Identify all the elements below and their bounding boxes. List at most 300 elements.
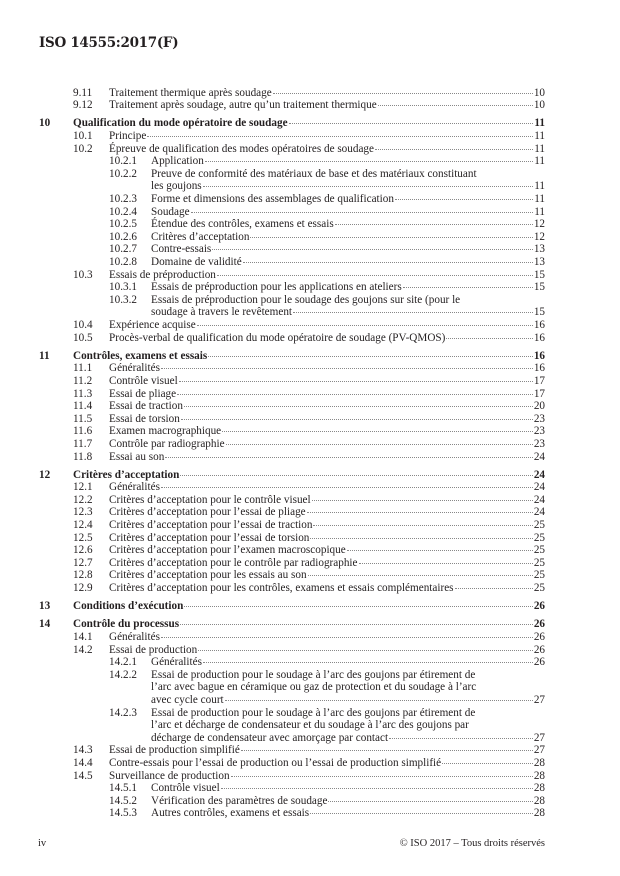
toc-entry-page: 12 bbox=[533, 218, 545, 231]
toc-entry-number: 14.5.3 bbox=[109, 807, 137, 820]
toc-entry-title: Essais de préproduction bbox=[109, 268, 216, 281]
toc-entry[interactable] bbox=[0, 143, 545, 156]
toc-entry-page: 16 bbox=[533, 349, 545, 362]
toc-entry-page: 13 bbox=[533, 256, 545, 268]
toc-entry-title: Vérification des paramètres de soudage bbox=[151, 794, 328, 807]
dot-leader bbox=[217, 275, 533, 276]
toc-entry-title: Domaine de validité bbox=[151, 256, 242, 268]
toc-entry-line bbox=[109, 438, 545, 451]
dot-leader bbox=[147, 136, 533, 137]
toc-entry-page: 11 bbox=[534, 155, 545, 168]
toc-entry-title: Contrôle du processus bbox=[73, 618, 180, 631]
toc-entry-title: Critères d’acceptation bbox=[73, 468, 180, 481]
toc-entry-number: 12.2 bbox=[73, 493, 93, 506]
toc-entry-title: avec cycle court bbox=[151, 693, 224, 706]
dot-leader bbox=[161, 368, 533, 369]
toc-entry[interactable] bbox=[0, 557, 545, 570]
toc-entry-number: 11.2 bbox=[73, 374, 93, 387]
toc-entry-page: 11 bbox=[534, 130, 545, 143]
toc-entry-line bbox=[109, 425, 545, 438]
toc-entry-page: 25 bbox=[533, 582, 545, 595]
toc-entry-title: Essai de production bbox=[109, 643, 198, 656]
toc-entry-line bbox=[151, 193, 545, 206]
toc-entry-title: Examen macrographique bbox=[109, 425, 222, 438]
toc-entry-page: 28 bbox=[533, 782, 545, 795]
toc-entry-title: Essai de pliage bbox=[109, 387, 177, 400]
toc-entry[interactable] bbox=[0, 438, 545, 451]
toc-entry-line bbox=[109, 770, 545, 783]
toc-entry[interactable] bbox=[0, 413, 545, 426]
toc-entry[interactable] bbox=[0, 532, 545, 545]
toc-entry-number: 11.6 bbox=[73, 425, 93, 438]
toc-entry-number: 11.4 bbox=[73, 400, 93, 413]
dot-leader bbox=[179, 381, 533, 382]
dot-leader bbox=[212, 249, 533, 250]
toc-entry-page: 12 bbox=[533, 230, 545, 243]
toc-entry-page: 10 bbox=[533, 99, 545, 112]
toc-entry[interactable] bbox=[0, 99, 545, 112]
toc-entry[interactable] bbox=[0, 644, 545, 657]
toc-entry-title: Généralités bbox=[151, 656, 202, 669]
toc-entry[interactable] bbox=[0, 469, 545, 482]
toc-entry-line bbox=[151, 206, 545, 219]
toc-entry-title: Généralités bbox=[109, 362, 160, 375]
toc-entry-page: 17 bbox=[533, 374, 545, 387]
dot-leader bbox=[310, 538, 532, 539]
toc-entry-page: 23 bbox=[533, 437, 545, 450]
dot-leader bbox=[197, 325, 533, 326]
dot-leader bbox=[250, 237, 532, 238]
toc-entry[interactable] bbox=[0, 168, 545, 181]
toc-entry-line bbox=[109, 87, 545, 100]
toc-entry-page: 28 bbox=[533, 807, 545, 820]
toc-entry-line bbox=[109, 757, 545, 770]
toc-entry-number: 12.6 bbox=[73, 544, 93, 557]
toc-entry-number: 13 bbox=[39, 600, 51, 613]
toc-entry-number: 10.2.4 bbox=[109, 205, 137, 218]
toc-entry[interactable] bbox=[0, 117, 545, 130]
toc-entry-title: Contrôle par radiographie bbox=[109, 437, 225, 450]
toc-entry-page: 20 bbox=[533, 400, 545, 413]
dot-leader bbox=[181, 419, 533, 420]
toc-entry-page: 16 bbox=[533, 362, 545, 375]
toc-entry-page: 24 bbox=[533, 481, 545, 494]
toc-entry-number: 12.9 bbox=[73, 582, 93, 595]
toc-entry-title: Contre-essais bbox=[151, 243, 212, 256]
toc-entry-page: 24 bbox=[533, 450, 545, 463]
toc-entry-number: 10.2.6 bbox=[109, 230, 137, 243]
toc-entry[interactable] bbox=[0, 281, 545, 294]
toc-entry-number: 10.2.3 bbox=[109, 193, 137, 206]
toc-entry-number: 14.3 bbox=[73, 744, 93, 757]
dot-leader bbox=[335, 224, 533, 225]
toc-entry-number: 10.5 bbox=[73, 331, 93, 344]
toc-entry-title: Critères d’acceptation pour l’essai de torsion bbox=[109, 531, 310, 544]
toc-entry-page: 26 bbox=[533, 631, 545, 643]
toc-entry-title: Critères d’acceptation pour les essais au son bbox=[109, 569, 307, 582]
toc-entry-number: 12.3 bbox=[73, 506, 93, 519]
toc-entry-continuation[interactable] bbox=[0, 180, 545, 193]
toc-entry-title: Essai de traction bbox=[109, 400, 183, 413]
toc-entry-number: 11.5 bbox=[73, 412, 93, 425]
toc-entry-line bbox=[151, 281, 545, 294]
toc-entry[interactable] bbox=[0, 87, 545, 100]
toc-entry-title: Critères d’acceptation bbox=[151, 230, 250, 243]
toc-entry-title: Forme et dimensions des assemblages de qualification bbox=[151, 193, 394, 206]
toc-entry-line bbox=[151, 168, 477, 181]
toc-entry-number: 10 bbox=[39, 117, 51, 130]
footer-copyright: © ISO 2017 – Tous droits réservés bbox=[399, 838, 545, 849]
toc-entry-title: Essai de production pour le soudage à l’arc des goujons par étirement de bbox=[151, 668, 476, 681]
toc-entry-number: 14.2.2 bbox=[109, 668, 137, 681]
toc-entry-line bbox=[109, 388, 545, 401]
toc-entry-title: Critères d’acceptation pour le contrôle visuel bbox=[109, 493, 311, 506]
dot-leader bbox=[289, 123, 534, 124]
toc-entry-line bbox=[109, 319, 545, 332]
toc-entry[interactable] bbox=[0, 569, 545, 582]
toc-entry-number: 12.7 bbox=[73, 556, 93, 569]
toc-entry-line bbox=[73, 350, 545, 363]
toc-entry[interactable] bbox=[0, 744, 545, 757]
toc-entry-title: Preuve de conformité des matériaux de base et des matériaux constituant bbox=[151, 167, 477, 180]
dot-leader bbox=[165, 457, 533, 458]
toc-entry-page: 11 bbox=[534, 117, 545, 130]
toc-entry[interactable] bbox=[0, 600, 545, 613]
toc-entry-line bbox=[151, 707, 475, 720]
toc-entry[interactable] bbox=[0, 294, 545, 307]
toc-entry-page: 11 bbox=[534, 193, 545, 206]
toc-entry-page: 10 bbox=[533, 86, 545, 99]
toc-entry-continuation[interactable] bbox=[0, 732, 545, 745]
toc-entry[interactable] bbox=[0, 155, 545, 168]
toc-entry-number: 10.4 bbox=[73, 318, 93, 331]
toc-entry-line bbox=[151, 719, 469, 732]
toc-entry[interactable] bbox=[0, 243, 545, 256]
toc-entry-title: Traitement thermique après soudage bbox=[109, 86, 272, 99]
toc-entry-number: 14.2.1 bbox=[109, 656, 137, 669]
dot-leader bbox=[293, 312, 533, 313]
dot-leader bbox=[180, 624, 533, 625]
toc-entry-number: 14.2 bbox=[73, 643, 93, 656]
toc-entry-number: 11 bbox=[39, 349, 50, 362]
toc-entry-continuation[interactable] bbox=[0, 681, 545, 694]
toc-entry-title: Généralités bbox=[109, 481, 160, 494]
toc-entry-page: 24 bbox=[533, 493, 545, 506]
toc-entry-title: Surveillance de production bbox=[109, 769, 230, 782]
toc-entry-page: 24 bbox=[533, 468, 545, 481]
dot-leader bbox=[442, 763, 533, 764]
toc-entry-page: 16 bbox=[533, 318, 545, 331]
dot-leader bbox=[241, 750, 533, 751]
toc-entry-number: 14.5 bbox=[73, 769, 93, 782]
toc-entry[interactable] bbox=[0, 332, 545, 345]
dot-leader bbox=[347, 550, 533, 551]
toc-entry[interactable] bbox=[0, 494, 545, 507]
toc-entry-title: Contrôles, examens et essais bbox=[73, 349, 208, 362]
toc-entry-number: 14.5.2 bbox=[109, 794, 137, 807]
toc-entry[interactable] bbox=[0, 631, 545, 644]
toc-entry-number: 9.12 bbox=[73, 99, 93, 112]
toc-entry[interactable] bbox=[0, 782, 545, 795]
toc-entry-page: 15 bbox=[533, 268, 545, 281]
dot-leader bbox=[455, 588, 533, 589]
toc-entry-continuation[interactable] bbox=[0, 694, 545, 707]
toc-entry-title: Critères d’acceptation pour l’essai de pliage bbox=[109, 506, 306, 519]
dot-leader bbox=[161, 487, 533, 488]
toc-entry-page: 25 bbox=[533, 544, 545, 557]
table-of-contents bbox=[0, 87, 545, 820]
toc-entry-title: décharge de condensateur avec amorçage par contact bbox=[151, 731, 389, 744]
toc-entry-line bbox=[151, 656, 545, 669]
toc-entry-title: Critères d’acceptation pour l’essai de traction bbox=[109, 519, 313, 532]
dot-leader bbox=[243, 262, 533, 263]
toc-entry-line bbox=[109, 631, 545, 644]
toc-entry-page: 23 bbox=[533, 412, 545, 425]
toc-entry[interactable] bbox=[0, 350, 545, 363]
toc-entry-number: 10.2.8 bbox=[109, 256, 137, 268]
toc-entry-line bbox=[109, 362, 545, 375]
toc-entry-title: Qualification du mode opératoire de soudage bbox=[73, 117, 288, 130]
toc-entry-number: 10.2 bbox=[73, 142, 93, 155]
toc-entry[interactable] bbox=[0, 656, 545, 669]
toc-entry-title: Contre-essais pour l’essai de production ou l’essai de production simplifié bbox=[109, 756, 442, 769]
toc-entry-line bbox=[109, 332, 545, 345]
toc-entry[interactable] bbox=[0, 231, 545, 244]
dot-leader bbox=[446, 338, 532, 339]
dot-leader bbox=[203, 186, 534, 187]
toc-entry-number: 12 bbox=[39, 468, 51, 481]
toc-entry-number: 11.8 bbox=[73, 450, 93, 463]
dot-leader bbox=[312, 500, 533, 501]
toc-entry-page: 27 bbox=[533, 744, 545, 757]
toc-entry-line bbox=[151, 306, 545, 319]
toc-entry[interactable] bbox=[0, 451, 545, 464]
toc-entry-title: Essai de production pour le soudage à l’arc des goujons par étirement de bbox=[151, 706, 476, 719]
toc-entry-line bbox=[151, 694, 545, 707]
toc-entry[interactable] bbox=[0, 269, 545, 282]
toc-entry-page: 25 bbox=[533, 569, 545, 582]
dot-leader bbox=[378, 105, 533, 106]
toc-entry-line bbox=[151, 807, 545, 820]
toc-entry-line bbox=[109, 544, 545, 557]
toc-entry-line bbox=[109, 644, 545, 657]
toc-entry[interactable] bbox=[0, 807, 545, 820]
toc-entry-title: Expérience acquise bbox=[109, 318, 196, 331]
toc-entry-number: 14 bbox=[39, 618, 51, 631]
toc-entry-line bbox=[151, 218, 545, 231]
toc-entry-number: 12.8 bbox=[73, 569, 93, 582]
toc-entry-page: 26 bbox=[533, 643, 545, 656]
toc-entry-line bbox=[151, 681, 476, 694]
toc-entry-line bbox=[109, 130, 545, 143]
toc-entry-page: 27 bbox=[533, 731, 545, 744]
toc-entry[interactable] bbox=[0, 256, 545, 269]
dot-leader bbox=[222, 431, 533, 432]
toc-entry-line bbox=[109, 557, 545, 570]
toc-entry-line bbox=[109, 494, 545, 507]
toc-entry-title: Conditions d’exécution bbox=[73, 600, 184, 613]
toc-entry-number: 10.1 bbox=[73, 130, 93, 143]
toc-entry-line bbox=[109, 569, 545, 582]
toc-entry-title: Critères d’acceptation pour le contrôle par radiographie bbox=[109, 556, 358, 569]
toc-entry[interactable] bbox=[0, 795, 545, 808]
dot-leader bbox=[308, 575, 533, 576]
toc-entry-page: 25 bbox=[533, 519, 545, 532]
dot-leader bbox=[198, 650, 533, 651]
toc-entry[interactable] bbox=[0, 400, 545, 413]
toc-entry-title: l’arc et décharge de condensateur et du soudage à l’arc des goujons par bbox=[151, 719, 469, 732]
toc-entry-title: Traitement après soudage, autre qu’un traitement thermique bbox=[109, 99, 377, 112]
toc-entry-title: Procès-verbal de qualification du mode opératoire de soudage (PV-QMOS) bbox=[109, 331, 446, 344]
toc-entry-title: Épreuve de qualification des modes opératoires de soudage bbox=[109, 142, 374, 155]
toc-entry-page: 28 bbox=[533, 756, 545, 769]
toc-entry-page: 26 bbox=[533, 600, 545, 613]
dot-leader bbox=[205, 161, 533, 162]
toc-entry-title: Essai de torsion bbox=[109, 412, 180, 425]
dot-leader bbox=[161, 637, 533, 638]
dot-leader bbox=[403, 287, 533, 288]
toc-entry-line bbox=[151, 243, 545, 256]
toc-entry-line bbox=[109, 744, 545, 757]
toc-entry-title: Critères d’acceptation pour l’examen macroscopique bbox=[109, 544, 346, 557]
toc-entry-line bbox=[109, 99, 545, 112]
toc-entry-number: 10.3 bbox=[73, 268, 93, 281]
toc-entry-line bbox=[151, 256, 545, 269]
toc-entry-number: 10.2.1 bbox=[109, 155, 137, 168]
toc-entry-page: 24 bbox=[533, 506, 545, 519]
toc-entry-page: 11 bbox=[534, 142, 545, 155]
toc-entry-number: 10.2.7 bbox=[109, 243, 137, 256]
dot-leader bbox=[226, 444, 533, 445]
toc-entry-line bbox=[73, 600, 545, 613]
toc-entry-number: 10.2.2 bbox=[109, 167, 137, 180]
toc-entry-page: 26 bbox=[533, 618, 545, 631]
toc-entry-page: 17 bbox=[533, 387, 545, 400]
toc-entry-number: 12.1 bbox=[73, 481, 93, 494]
toc-entry-line bbox=[151, 294, 460, 307]
toc-entry-line bbox=[151, 155, 545, 168]
toc-entry-title: Essai de production simplifié bbox=[109, 744, 240, 757]
toc-entry-line bbox=[109, 375, 545, 388]
toc-entry-title: Contrôle visuel bbox=[151, 782, 220, 795]
toc-entry-page: 16 bbox=[533, 331, 545, 344]
toc-entry-page: 25 bbox=[533, 531, 545, 544]
toc-entry[interactable] bbox=[0, 319, 545, 332]
toc-entry-title: Critères d’acceptation pour les contrôles, examens et essais complémentaires bbox=[109, 582, 454, 595]
toc-entry-line bbox=[73, 117, 545, 130]
dot-leader bbox=[231, 776, 533, 777]
toc-entry-title: Application bbox=[151, 155, 204, 168]
dot-leader bbox=[177, 394, 533, 395]
toc-entry-line bbox=[73, 469, 545, 482]
toc-entry-page: 28 bbox=[533, 794, 545, 807]
toc-entry[interactable] bbox=[0, 206, 545, 219]
toc-entry-number: 14.4 bbox=[73, 756, 93, 769]
toc-entry[interactable] bbox=[0, 757, 545, 770]
toc-entry-title: soudage à travers le revêtement bbox=[151, 306, 293, 319]
toc-entry-number: 9.11 bbox=[73, 86, 93, 99]
toc-entry[interactable] bbox=[0, 218, 545, 231]
toc-entry-line bbox=[151, 795, 545, 808]
toc-entry-title: Soudage bbox=[151, 205, 190, 218]
toc-entry[interactable] bbox=[0, 582, 545, 595]
toc-entry-page: 15 bbox=[533, 281, 545, 294]
toc-entry-page: 27 bbox=[533, 693, 545, 706]
toc-entry-line bbox=[109, 481, 545, 494]
toc-entry[interactable] bbox=[0, 544, 545, 557]
toc-entry-line bbox=[109, 532, 545, 545]
toc-entry-line bbox=[151, 732, 545, 745]
toc-entry[interactable] bbox=[0, 481, 545, 494]
dot-leader bbox=[273, 93, 533, 94]
dot-leader bbox=[389, 738, 533, 739]
toc-entry[interactable] bbox=[0, 707, 545, 720]
toc-entry[interactable] bbox=[0, 388, 545, 401]
toc-entry-title: Essais de préproduction pour le soudage des goujons sur site (pour le bbox=[151, 293, 461, 306]
toc-entry-line bbox=[109, 451, 545, 464]
toc-entry-number: 14.5.1 bbox=[109, 782, 137, 795]
toc-entry[interactable] bbox=[0, 375, 545, 388]
toc-entry[interactable] bbox=[0, 770, 545, 783]
toc-entry-title: Autres contrôles, examens et essais bbox=[151, 807, 310, 820]
toc-entry-number: 12.4 bbox=[73, 519, 93, 532]
toc-entry-page: 26 bbox=[533, 656, 545, 669]
toc-entry[interactable] bbox=[0, 618, 545, 631]
toc-entry-title: les goujons bbox=[151, 180, 202, 193]
dot-leader bbox=[359, 563, 533, 564]
toc-entry-page: 13 bbox=[533, 243, 545, 256]
dot-leader bbox=[208, 356, 533, 357]
toc-entry[interactable] bbox=[0, 506, 545, 519]
toc-entry-line bbox=[109, 400, 545, 413]
dot-leader bbox=[313, 525, 532, 526]
toc-entry[interactable] bbox=[0, 130, 545, 143]
dot-leader bbox=[184, 606, 532, 607]
dot-leader bbox=[203, 662, 533, 663]
toc-entry-number: 14.1 bbox=[73, 631, 93, 643]
toc-entry[interactable] bbox=[0, 669, 545, 682]
toc-entry-title: Principe bbox=[109, 130, 147, 143]
toc-entry-title: Contrôle visuel bbox=[109, 374, 178, 387]
dot-leader bbox=[375, 149, 533, 150]
toc-entry[interactable] bbox=[0, 362, 545, 375]
toc-entry-line bbox=[109, 269, 545, 282]
toc-entry-page: 11 bbox=[534, 205, 545, 218]
toc-entry-title: Généralités bbox=[109, 631, 160, 643]
dot-leader bbox=[328, 801, 532, 802]
toc-entry-continuation[interactable] bbox=[0, 306, 545, 319]
toc-entry-number: 11.3 bbox=[73, 387, 93, 400]
toc-entry-line bbox=[73, 618, 545, 631]
toc-entry[interactable] bbox=[0, 193, 545, 206]
toc-entry-title: l’arc avec bague en céramique ou gaz de protection et du soudage à l’arc bbox=[151, 681, 477, 694]
toc-entry-line bbox=[151, 180, 545, 193]
dot-leader bbox=[310, 813, 533, 814]
dot-leader bbox=[225, 700, 533, 701]
toc-entry-title: Essai au son bbox=[109, 450, 165, 463]
toc-entry-title: Essais de préproduction pour les applications en ateliers bbox=[151, 281, 402, 294]
toc-entry[interactable] bbox=[0, 425, 545, 438]
dot-leader bbox=[180, 475, 532, 476]
toc-entry-page: 23 bbox=[533, 425, 545, 438]
toc-entry-number: 14.2.3 bbox=[109, 706, 137, 719]
toc-entry-number: 10.2.5 bbox=[109, 218, 137, 231]
dot-leader bbox=[191, 212, 534, 213]
toc-entry-continuation[interactable] bbox=[0, 719, 545, 732]
document-header: ISO 14555:2017(F) bbox=[39, 35, 179, 51]
toc-entry-line bbox=[109, 519, 545, 532]
toc-entry[interactable] bbox=[0, 519, 545, 532]
